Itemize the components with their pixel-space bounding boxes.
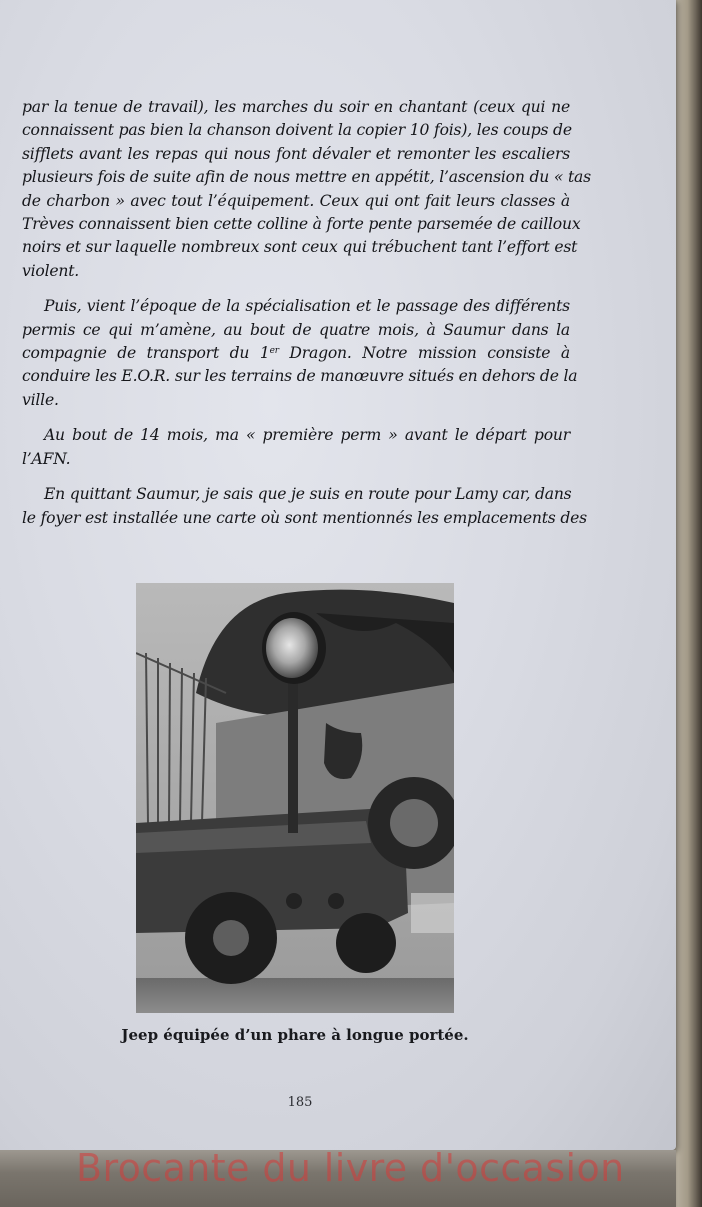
ordinal-superscript: er xyxy=(269,346,279,357)
text-line: Puis, vient l’époque de la spécialisation et le passage des différents xyxy=(44,297,570,316)
text-line: plusieurs fois de suite afin de nous mettre en appétit, l’ascension du « tas xyxy=(22,168,591,187)
headlight-right xyxy=(328,893,344,909)
body-text xyxy=(22,96,591,542)
jeep-illustration xyxy=(136,583,454,1013)
text-line: de charbon » avec tout l’équipement. Ceux qui ont fait leurs classes à xyxy=(22,191,570,210)
text-line: conduire les E.O.R. sur les terrains de manœuvre situés en dehors de la xyxy=(22,367,578,386)
text-line: Trèves connaissent bien cette colline à forte pente parsemée de cailloux xyxy=(22,215,581,234)
jeep-photograph xyxy=(136,583,454,1013)
text-fragment: compagnie de transport du 1 xyxy=(22,344,270,363)
text-line: violent. xyxy=(22,261,80,280)
text-line: En quittant Saumur, je sais que je suis en route pour Lamy car, dans xyxy=(44,485,572,504)
headlight-left xyxy=(286,893,302,909)
text-line: le foyer est installée une carte où sont mentionnés les emplacements des xyxy=(22,508,587,527)
paragraph-2 xyxy=(22,295,578,412)
text-line: sifflets avant les repas qui nous font dévaler et remonter les escaliers xyxy=(22,144,570,163)
text-line: ville. xyxy=(22,390,59,409)
front-wheel-hub xyxy=(213,920,249,956)
ground xyxy=(136,978,454,1013)
text-line: noirs et sur laquelle nombreux sont ceux qui trébuchent tant l’effort est xyxy=(22,238,578,257)
text-fragment: Dragon. Notre mission consiste à xyxy=(278,344,571,363)
searchlight-post xyxy=(288,683,298,833)
text-line: l’AFN. xyxy=(22,449,71,468)
light-patch xyxy=(411,893,454,933)
spare-wheel-hub xyxy=(390,799,438,847)
rear-wheel xyxy=(336,913,396,973)
paragraph-4 xyxy=(22,483,587,530)
page-number: 185 xyxy=(287,1095,313,1110)
paragraph-3 xyxy=(22,424,570,471)
text-line-with-superscript xyxy=(22,342,570,365)
watermark-text: Brocante du livre d'occasion xyxy=(76,1146,625,1190)
text-line: connaissent pas bien la chanson doivent la copier 10 fois), les coups de xyxy=(22,121,572,140)
photo-caption: Jeep équipée d’un phare à longue portée. xyxy=(121,1026,469,1044)
searchlight-lens xyxy=(266,618,318,678)
paragraph-1 xyxy=(22,96,591,283)
text-line: Au bout de 14 mois, ma « première perm » avant le départ pour xyxy=(44,426,570,445)
text-line: permis ce qui m’amène, au bout de quatre mois, à Saumur dans la xyxy=(22,320,570,339)
text-line: par la tenue de travail), les marches du soir en chantant (ceux qui ne xyxy=(22,98,570,116)
